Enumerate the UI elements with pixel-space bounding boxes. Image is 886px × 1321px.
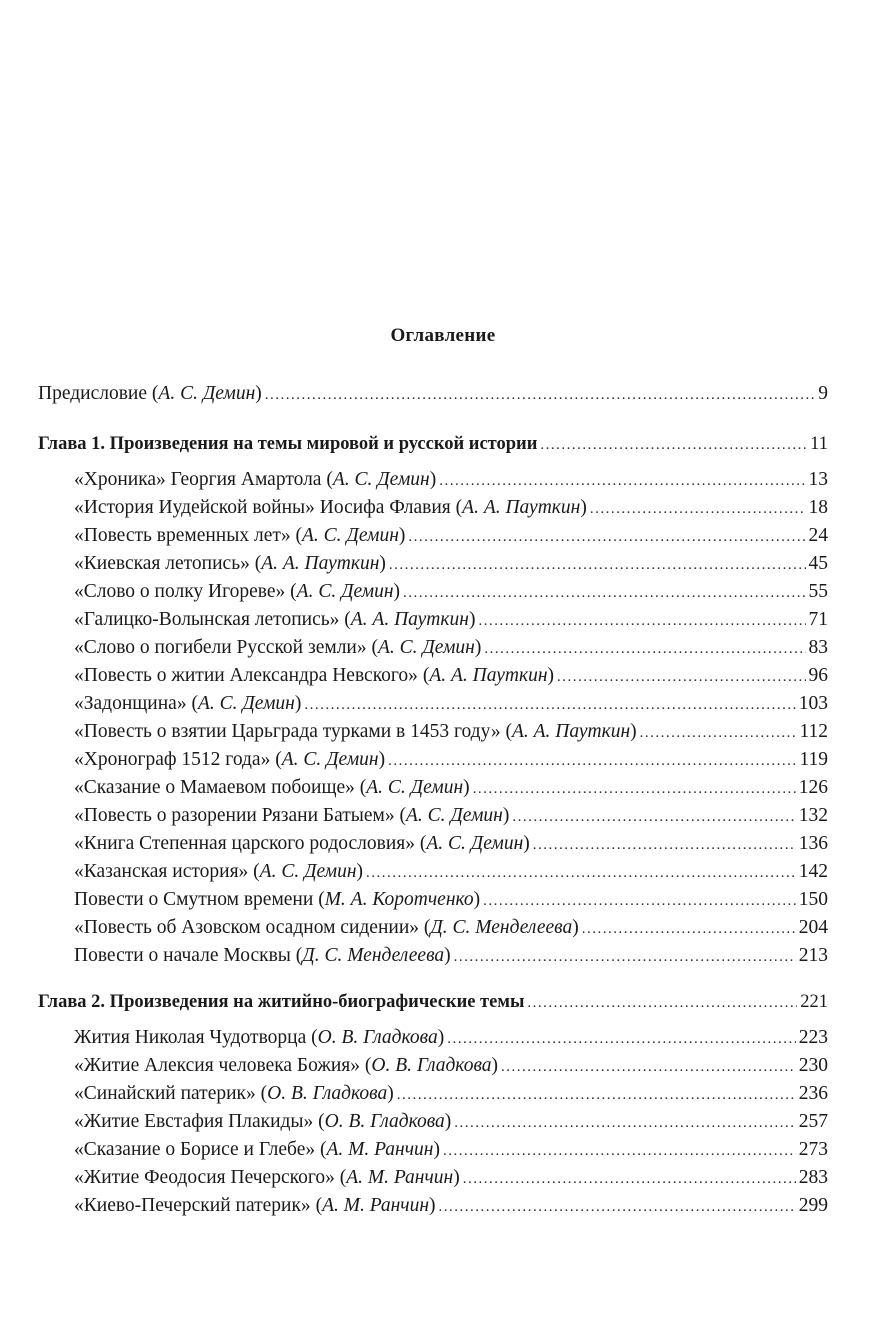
dot-leader	[447, 1025, 796, 1053]
toc-entry[interactable]	[38, 1192, 828, 1220]
toc-entry[interactable]	[38, 1024, 828, 1052]
entry-author: А. М. Ранчин	[346, 1167, 454, 1188]
dot-leader	[540, 431, 807, 459]
entry-author: А. М. Ранчин	[322, 1195, 430, 1216]
toc-entry[interactable]	[38, 550, 828, 578]
dot-leader	[439, 1193, 796, 1221]
dot-leader	[533, 831, 796, 859]
toc-entry[interactable]	[38, 662, 828, 690]
entry-title: «Галицко-Волынская летопись» (А. А. Пауткин)	[74, 609, 476, 630]
entry-page-number: 273	[798, 1139, 828, 1160]
entry-author: О. В. Гладкова	[317, 1027, 438, 1048]
chapter-page-number: 221	[800, 992, 828, 1012]
dot-leader	[473, 775, 796, 803]
entry-title: Повести о Смутном времени (М. А. Коротченко)	[74, 889, 481, 910]
toc-entry[interactable]	[38, 718, 828, 746]
toc-entry[interactable]	[38, 690, 828, 718]
entry-page-number: 142	[798, 861, 828, 882]
toc-entry-preface[interactable]	[38, 380, 828, 408]
toc-entry[interactable]	[38, 886, 828, 914]
entry-author: А. М. Ранчин	[326, 1139, 434, 1160]
entry-title: «Повесть о взятии Царьграда турками в 1453 году» (А. А. Пауткин)	[74, 721, 637, 742]
entry-title: Повести о начале Москвы (Д. С. Менделеева)	[74, 945, 451, 966]
entry-author: А. С. Демин	[377, 637, 475, 658]
entry-author: Д. С. Менделеева	[302, 945, 445, 966]
dot-leader	[454, 943, 796, 971]
entry-author: А. А. Пауткин	[462, 497, 581, 518]
entry-author: А. С. Демин	[366, 777, 464, 798]
dot-leader	[484, 635, 805, 663]
entry-page-number: 223	[798, 1027, 828, 1048]
toc-entry[interactable]	[38, 466, 828, 494]
entry-title: «Киевская летопись» (А. А. Пауткин)	[74, 553, 386, 574]
toc-entry[interactable]	[38, 1164, 828, 1192]
chapter-page-number: 11	[810, 434, 828, 454]
dot-leader	[527, 989, 797, 1017]
entry-title: «Повесть о разорении Рязани Батыем» (А. С. Демин)	[74, 805, 510, 826]
entry-title: «Хронограф 1512 года» (А. С. Демин)	[74, 749, 386, 770]
dot-leader	[582, 915, 796, 943]
entry-page-number: 13	[808, 469, 828, 490]
entry-page-number: 132	[798, 805, 828, 826]
toc-entry[interactable]	[38, 774, 828, 802]
dot-leader	[388, 747, 796, 775]
entry-title: «Слово о погибели Русской земли» (А. С. Демин)	[74, 637, 482, 658]
entry-author: М. А. Коротченко	[324, 889, 474, 910]
entry-author: А. С. Демин	[158, 383, 256, 404]
entry-author: А. А. Пауткин	[350, 609, 469, 630]
entry-page-number: 204	[798, 917, 828, 938]
entry-title: Предисловие (А. С. Демин)	[38, 383, 262, 404]
toc-entry[interactable]	[38, 578, 828, 606]
toc-entry[interactable]	[38, 634, 828, 662]
dot-leader	[478, 607, 805, 635]
toc-entry[interactable]	[38, 802, 828, 830]
dot-leader	[483, 887, 796, 915]
entry-page-number: 45	[808, 553, 828, 574]
entry-page-number: 96	[808, 665, 828, 686]
dot-leader	[501, 1053, 796, 1081]
dot-leader	[439, 467, 805, 495]
toc-heading: Оглавление	[390, 325, 496, 346]
table-of-contents	[38, 380, 828, 1220]
dot-leader	[443, 1137, 796, 1165]
toc-entry[interactable]	[38, 1108, 828, 1136]
entry-page-number: 119	[799, 749, 828, 770]
entry-author: О. В. Гладкова	[267, 1083, 388, 1104]
dot-leader	[590, 495, 806, 523]
toc-entry[interactable]	[38, 1136, 828, 1164]
dot-leader	[304, 691, 795, 719]
entry-title: «Житие Евстафия Плакиды» (О. В. Гладкова)	[74, 1111, 452, 1132]
dot-leader	[397, 1081, 796, 1109]
entry-author: А. С. Демин	[426, 833, 524, 854]
entry-title: «Казанская история» (А. С. Демин)	[74, 861, 364, 882]
entry-title: «Повесть временных лет» (А. С. Демин)	[74, 525, 406, 546]
entry-title: «Хроника» Георгия Амартола (А. С. Демин)	[74, 469, 437, 490]
entry-page-number: 83	[808, 637, 828, 658]
toc-entry[interactable]	[38, 522, 828, 550]
entry-page-number: 103	[798, 693, 828, 714]
dot-leader	[463, 1165, 796, 1193]
entry-title: «Сказание о Борисе и Глебе» (А. М. Ранчин)	[74, 1139, 440, 1160]
toc-entry[interactable]	[38, 494, 828, 522]
entry-title: «Повесть о житии Александра Невского» (А. А. Пауткин)	[74, 665, 554, 686]
dot-leader	[403, 579, 805, 607]
toc-chapter[interactable]	[38, 988, 828, 1016]
entry-page-number: 71	[808, 609, 828, 630]
entry-page-number: 213	[798, 945, 828, 966]
chapter-title: Глава 1. Произведения на темы мировой и русской истории	[38, 434, 538, 454]
entry-page-number: 257	[798, 1111, 828, 1132]
entry-page-number: 283	[798, 1167, 828, 1188]
entry-author: Д. С. Менделеева	[430, 917, 573, 938]
entry-author: О. В. Гладкова	[371, 1055, 492, 1076]
entry-author: А. С. Демин	[302, 525, 399, 546]
dot-leader	[366, 859, 796, 887]
toc-entry[interactable]	[38, 914, 828, 942]
entry-author: А. А. Пауткин	[261, 553, 380, 574]
dot-leader	[640, 719, 797, 747]
dot-leader	[389, 551, 806, 579]
entry-page-number: 9	[818, 383, 828, 404]
entry-title: Жития Николая Чудотворца (О. В. Гладкова)	[74, 1027, 445, 1048]
entry-page-number: 112	[799, 721, 828, 742]
entry-title: «Слово о полку Игореве» (А. С. Демин)	[74, 581, 401, 602]
entry-title: «Сказание о Мамаевом побоище» (А. С. Демин)	[74, 777, 470, 798]
entry-title: «Киево-Печерский патерик» (А. М. Ранчин)	[74, 1195, 436, 1216]
entry-title: «Повесть об Азовском осадном сидении» (Д. С. Менделеева)	[74, 917, 579, 938]
dot-leader	[454, 1109, 795, 1137]
entry-page-number: 55	[808, 581, 828, 602]
entry-author: А. С. Демин	[332, 469, 430, 490]
dot-leader	[512, 803, 795, 831]
entry-author: А. С. Демин	[296, 581, 394, 602]
toc-entry[interactable]	[38, 1052, 828, 1080]
toc-entry[interactable]	[38, 1080, 828, 1108]
entry-title: «Житие Феодосия Печерского» (А. М. Ранчин)	[74, 1167, 460, 1188]
entry-page-number: 126	[798, 777, 828, 798]
entry-author: А. С. Демин	[281, 749, 379, 770]
entry-author: А. А. Пауткин	[511, 721, 631, 742]
dot-leader	[408, 523, 805, 551]
chapter-title: Глава 2. Произведения на житийно-биографические темы	[38, 992, 525, 1012]
entry-author: О. В. Гладкова	[324, 1111, 445, 1132]
entry-author: А. С. Демин	[197, 693, 295, 714]
toc-entry[interactable]	[38, 606, 828, 634]
toc-chapter[interactable]	[38, 430, 828, 458]
entry-title: «Житие Алексия человека Божия» (О. В. Гладкова)	[74, 1055, 499, 1076]
toc-entry[interactable]	[38, 858, 828, 886]
entry-title: «История Иудейской войны» Иосифа Флавия (А. А. Пауткин)	[74, 497, 587, 518]
entry-page-number: 136	[798, 833, 828, 854]
entry-title: «Синайский патерик» (О. В. Гладкова)	[74, 1083, 394, 1104]
entry-page-number: 230	[798, 1055, 828, 1076]
entry-author: А. С. Демин	[259, 861, 357, 882]
entry-author: А. А. Пауткин	[429, 665, 548, 686]
toc-entry[interactable]	[38, 942, 828, 970]
dot-leader	[265, 381, 815, 409]
entry-page-number: 24	[808, 525, 828, 546]
toc-entry[interactable]	[38, 830, 828, 858]
entry-page-number: 150	[798, 889, 828, 910]
entry-title: «Книга Степенная царского родословия» (А. С. Демин)	[74, 833, 530, 854]
dot-leader	[557, 663, 806, 691]
entry-page-number: 299	[798, 1195, 828, 1216]
toc-entry[interactable]	[38, 746, 828, 774]
entry-page-number: 18	[808, 497, 828, 518]
entry-author: А. С. Демин	[405, 805, 503, 826]
entry-title: «Задонщина» (А. С. Демин)	[74, 693, 302, 714]
entry-page-number: 236	[798, 1083, 828, 1104]
